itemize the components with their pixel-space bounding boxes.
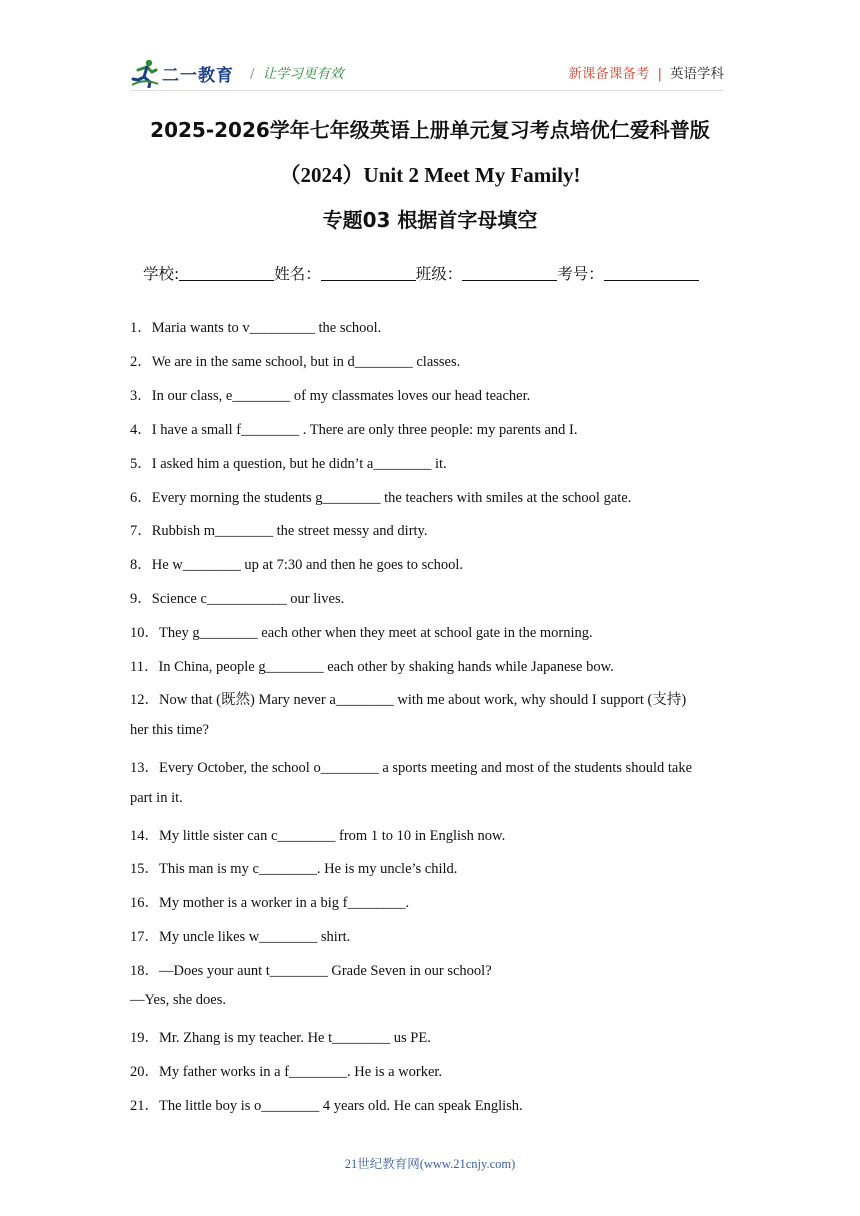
number-blank[interactable] xyxy=(604,264,699,281)
question-3: 3．In our class, e________ of my classmates loves our head teacher. xyxy=(130,388,531,404)
question-11: 11．In China, people g________ each other by shaking hands while Japanese bow. xyxy=(130,659,614,675)
header-right xyxy=(568,62,724,82)
question-13-continued: part in it. xyxy=(130,790,183,806)
question-5: 5．I asked him a question, but he didn’t a________ it. xyxy=(130,456,447,472)
question-12: 12．Now that (既然) Mary never a________ with me about work, why should I support (支持) xyxy=(130,692,687,708)
name-label: 姓名： xyxy=(274,265,321,283)
question-17: 17．My uncle likes w________ shirt. xyxy=(130,929,351,945)
document-title-line-2: （2024）Unit 2 Meet My Family! xyxy=(279,163,581,187)
question-19: 19．Mr. Zhang is my teacher. He t________ us PE. xyxy=(130,1030,431,1046)
question-16: 16．My mother is a worker in a big f________. xyxy=(130,895,410,911)
slogan-text: 让学习更有效 xyxy=(262,66,344,82)
question-7: 7．Rubbish m________ the street messy and dirty. xyxy=(130,523,428,539)
school-label: 学校: xyxy=(143,265,180,283)
header-separator: | xyxy=(657,66,662,82)
header-divider xyxy=(130,90,724,91)
header-subject-label: 英语学科 xyxy=(670,66,724,82)
question-2: 2．We are in the same school, but in d________ classes. xyxy=(130,354,461,370)
question-1: 1．Maria wants to v_________ the school. xyxy=(130,320,382,336)
page-footer: 21世纪教育网(www.21cnjy.com) xyxy=(344,1157,516,1171)
name-blank[interactable] xyxy=(321,264,416,281)
number-label: 考号： xyxy=(557,265,604,283)
question-4: 4．I have a small f________ . There are only three people: my parents and I. xyxy=(130,422,578,438)
class-label: 班级： xyxy=(415,265,463,283)
question-10: 10．They g________ each other when they meet at school gate in the morning. xyxy=(130,625,593,641)
logo xyxy=(130,56,234,90)
question-9: 9．Science c___________ our lives. xyxy=(130,591,345,607)
question-13: 13．Every October, the school o________ a sports meeting and most of the students should take xyxy=(130,760,693,776)
question-15: 15．This man is my c________. He is my uncle’s child. xyxy=(130,861,458,877)
document-subtitle: 专题03 根据首字母填空 xyxy=(322,208,538,232)
header-course-label: 新课备课备考 xyxy=(568,66,650,82)
page-header xyxy=(130,56,724,92)
slogan: / 让学习更有效 xyxy=(250,66,344,82)
running-person-icon xyxy=(130,58,160,88)
school-blank[interactable] xyxy=(179,264,274,281)
question-6: 6．Every morning the students g________ the teachers with smiles at the school gate. xyxy=(130,490,632,506)
question-12-continued: her this time? xyxy=(130,722,209,738)
class-blank[interactable] xyxy=(462,264,557,281)
document-title-line-1: 2025-2026学年七年级英语上册单元复习考点培优仁爱科普版 xyxy=(150,118,710,142)
question-18: 18．—Does your aunt t________ Grade Seven in our school? xyxy=(130,963,492,979)
question-21: 21．The little boy is o________ 4 years old. He can speak English. xyxy=(130,1098,523,1114)
question-18-answer: —Yes, she does. xyxy=(130,992,227,1008)
student-info-line xyxy=(143,262,699,284)
question-20: 20．My father works in a f________. He is a worker. xyxy=(130,1064,443,1080)
question-8: 8．He w________ up at 7:30 and then he goes to school. xyxy=(130,557,464,573)
question-14: 14．My little sister can c________ from 1 to 10 in English now. xyxy=(130,828,506,844)
logo-text: 二一教育 xyxy=(162,65,234,86)
